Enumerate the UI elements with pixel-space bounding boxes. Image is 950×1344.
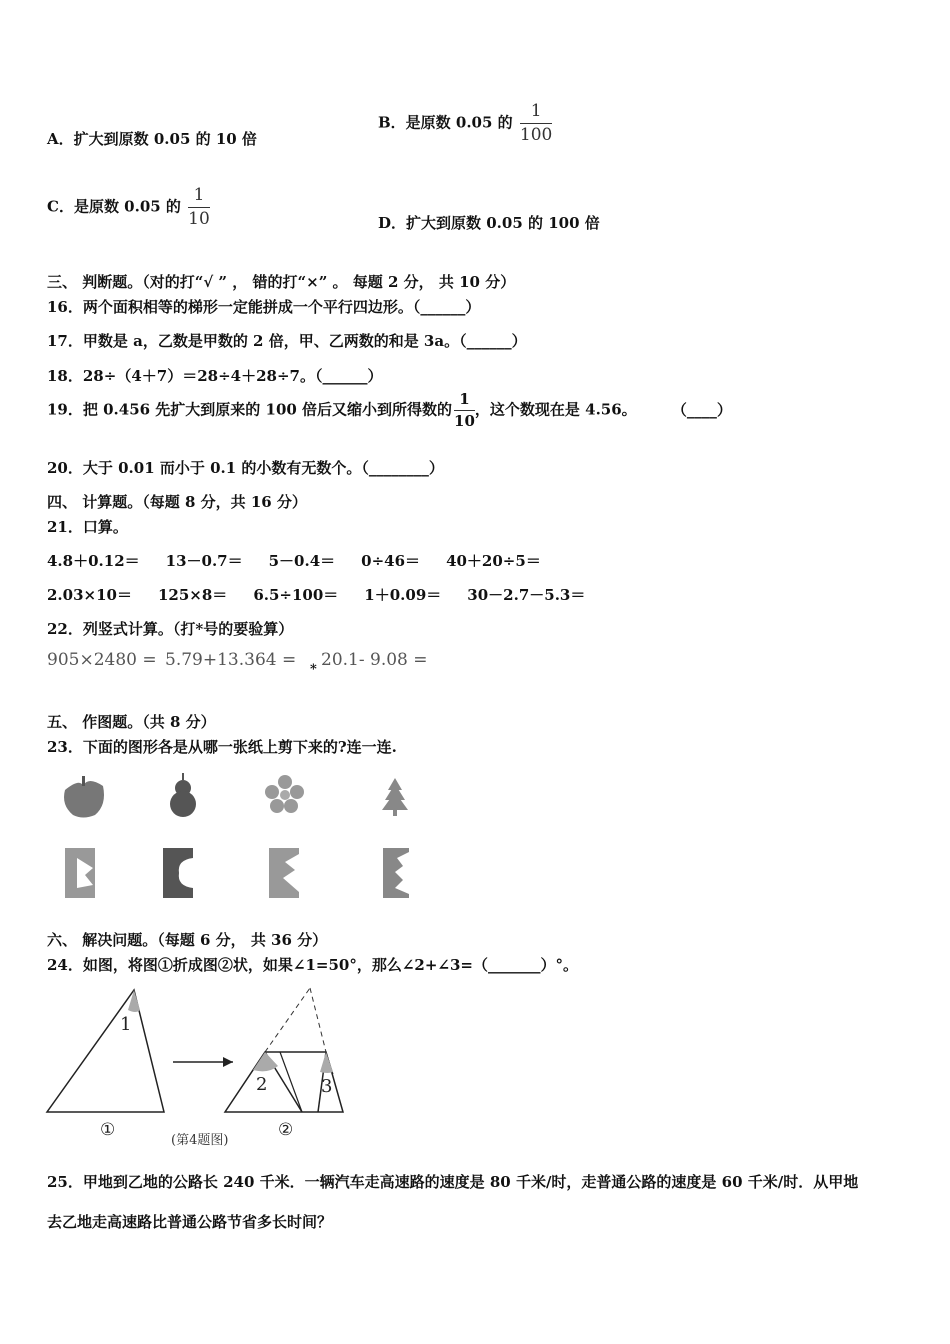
- circle-label-1: ①: [100, 1120, 116, 1140]
- angle-3-mark: [320, 1052, 333, 1073]
- question-17: 17．甲数是 a，乙数是甲数的 2 倍，甲、乙两数的和是 3a。（______）: [47, 332, 527, 350]
- oral-item: 1＋0.09＝: [364, 586, 442, 604]
- paper-c: [269, 848, 299, 898]
- paper-d: [383, 848, 409, 898]
- oral-item: 40＋20÷5＝: [446, 552, 541, 570]
- question-16: 16．两个面积相等的梯形一定能拼成一个平行四边形。（______）: [47, 298, 481, 316]
- angle-3-label: 3: [321, 1076, 333, 1097]
- option-b: [378, 103, 552, 144]
- question-21: 21．口算。: [47, 518, 128, 536]
- fold-dash-right: [310, 988, 326, 1052]
- gourd-shape: [170, 773, 196, 817]
- section6-title: 六、 解决问题。（每题 6 分， 共 36 分）: [47, 931, 328, 949]
- option-b-text: B．是原数 0.05 的: [378, 113, 513, 132]
- cutout-figures: [55, 770, 425, 905]
- paper-b: [163, 848, 193, 898]
- section5-title: 五、 作图题。（共 8 分）: [47, 713, 216, 731]
- oral-item: 13－0.7＝: [165, 552, 243, 570]
- angle-2-label: 2: [256, 1074, 268, 1095]
- folding-figure: [40, 982, 360, 1152]
- figure-caption: (第4题图): [171, 1133, 229, 1148]
- oral-row-2: [47, 584, 611, 605]
- question-19: [47, 392, 732, 429]
- fraction-denominator: 100: [519, 125, 553, 145]
- fraction-denominator: 10: [454, 412, 475, 430]
- circle-label-2: ②: [278, 1120, 294, 1140]
- option-c-text: C．是原数 0.05 的: [47, 197, 181, 216]
- fraction-1-10: [454, 392, 475, 429]
- question-24: 24．如图，将图①折成图②状，如果∠1=50°，那么∠2+∠3=（_______）°。: [47, 956, 578, 974]
- oral-item: 30－2.7－5.3＝: [467, 586, 586, 604]
- option-c: [47, 187, 210, 228]
- question-25-line1: 25．甲地到乙地的公路长 240 千米．一辆汽车走高速路的速度是 80 千米/时，走普通公路的速度是 60 千米/时．从甲地: [47, 1173, 859, 1191]
- fraction-numerator: 1: [188, 187, 210, 208]
- question-23: 23．下面的图形各是从哪一张纸上剪下来的?连一连.: [47, 738, 397, 756]
- question-20: 20．大于 0.01 而小于 0.1 的小数有无数个。（________）: [47, 459, 444, 477]
- section4-title: 四、 计算题。（每题 8 分，共 16 分）: [47, 493, 307, 511]
- section3-title: 三、 判断题。（对的打“√ ” ， 错的打“×” 。 每题 2 分， 共 10 分）: [47, 273, 516, 291]
- oral-item: 125×8＝: [157, 586, 228, 604]
- angle-1-label: 1: [120, 1014, 132, 1035]
- tree-shape: [382, 778, 408, 816]
- vertical-calc-3: 20.1- 9.08 =: [321, 650, 428, 670]
- arrow-head: [223, 1057, 233, 1067]
- question-22: 22．列竖式计算。（打*号的要验算）: [47, 620, 294, 638]
- oral-item: 4.8＋0.12＝: [47, 552, 140, 570]
- fraction-numerator: 1: [520, 103, 552, 124]
- oral-item: 0÷46＝: [361, 552, 421, 570]
- option-d: D．扩大到原数 0.05 的 100 倍: [378, 214, 600, 232]
- fold-dash-left: [265, 988, 310, 1052]
- question-18: 18．28÷（4＋7）＝28÷4＋28÷7。（______）: [47, 367, 383, 385]
- question-19-text: 19．把 0.456 先扩大到原来的 100 倍后又缩小到所得数的: [47, 400, 453, 419]
- fraction-denominator: 10: [188, 209, 210, 229]
- option-a: A．扩大到原数 0.05 的 10 倍: [47, 130, 257, 148]
- question-19-suffix: ，这个数现在是 4.56。: [474, 400, 637, 419]
- question-25-line2: 去乙地走高速路比普通公路节省多长时间？: [47, 1213, 333, 1231]
- answer-blank: （____）: [671, 400, 732, 419]
- fraction-1-10: [188, 187, 210, 228]
- angle-1-mark: [128, 990, 140, 1012]
- paper-a: [65, 848, 95, 898]
- apple-shape: [64, 776, 104, 818]
- oral-item: 6.5÷100＝: [253, 586, 339, 604]
- verify-star: *: [310, 662, 317, 677]
- oral-item: 5－0.4＝: [268, 552, 336, 570]
- oral-row-1: [47, 550, 567, 571]
- vertical-calc-1: 905×2480 =: [47, 650, 157, 670]
- triangle-1: [47, 990, 164, 1112]
- fraction-numerator: 1: [454, 392, 475, 411]
- vertical-calc-2: 5.79+13.364 =: [165, 650, 297, 670]
- angle-2-mark: [253, 1052, 278, 1071]
- oral-item: 2.03×10＝: [47, 586, 132, 604]
- fraction-1-100: [520, 103, 552, 144]
- flower-shape: [265, 775, 304, 813]
